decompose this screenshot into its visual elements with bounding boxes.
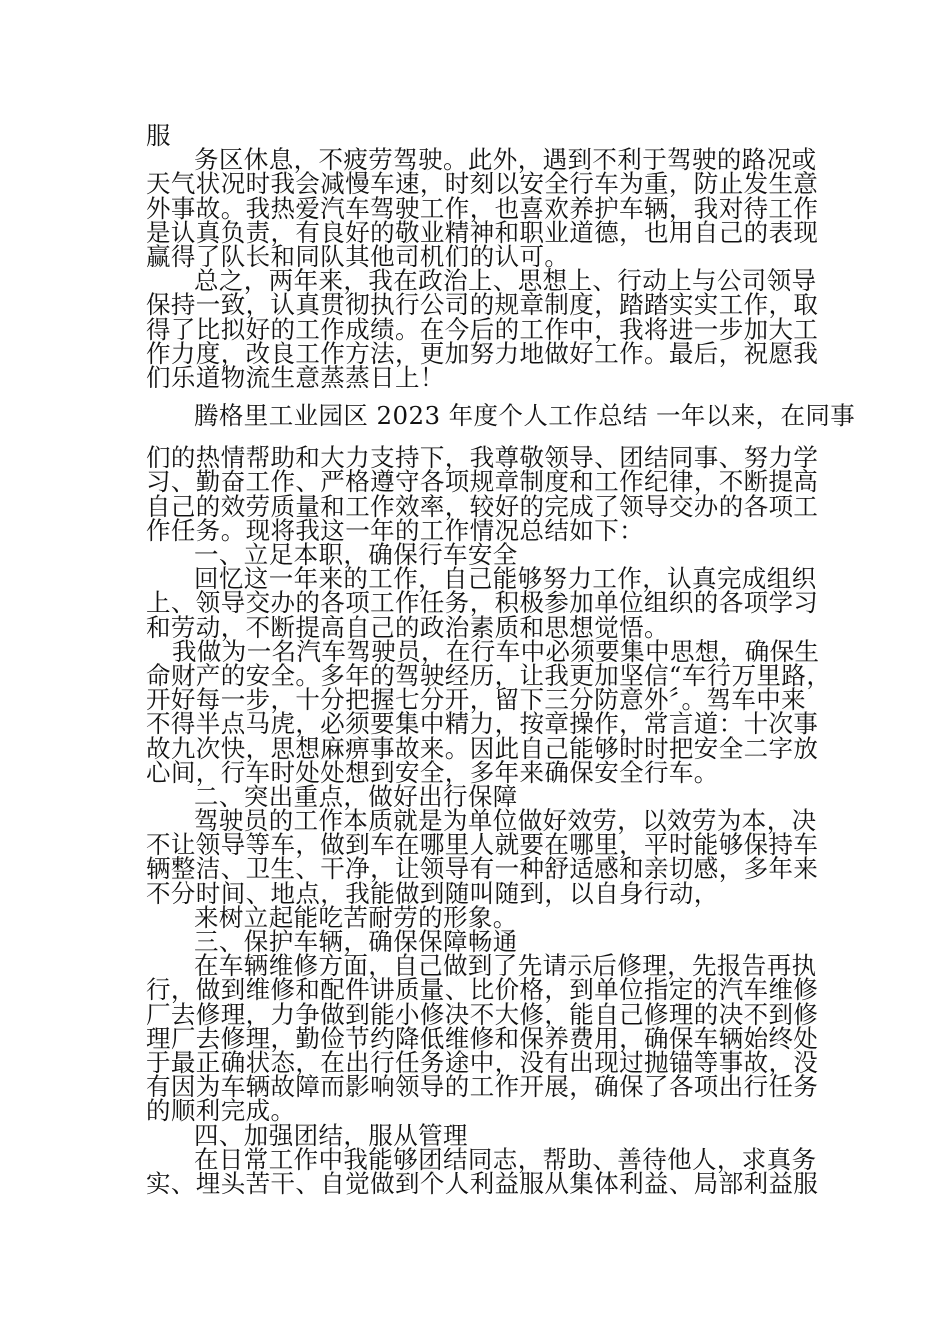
text-line: 们乐道物流生意蒸蒸日上！: [146, 362, 445, 392]
text-line: 开好每一步，十分把握七分开，留下三分防意外〞。驾车中来: [146, 685, 807, 715]
text-line: 赢得了队长和同队其他司机们的认可。: [146, 241, 570, 271]
document-body: [146, 121, 856, 1198]
text-line: 是认真负责，有良好的敬业精神和职业道德，也用自己的表现: [146, 217, 819, 247]
text-line: 腾格里工业园区 2023 年度个人工作总结 一年以来，在同事: [194, 401, 856, 431]
text-line: 我做为一名汽车驾驶员，在行车中必须要集中思想，确保生: [172, 636, 820, 666]
text-line: 命财产的安全。多年的驾驶经历，让我更加坚信“车行万里路，: [146, 660, 832, 690]
text-line: 自己的效劳质量和工作效率，较好的完成了领导交办的各项工: [146, 491, 819, 521]
text-line: 故九次快，思想麻痹事故来。因此自己能够时时把安全二字放: [146, 733, 819, 763]
section-heading: 二、突出重点，做好出行保障: [194, 781, 518, 811]
text-line: 得了比拟好的工作成绩。在今后的工作中，我将进一步加大工: [146, 314, 819, 344]
text-line: 心间，行车时处处想到安全，多年来确保安全行车。: [146, 757, 719, 787]
text-line: 的顺利完成。: [146, 1096, 296, 1126]
text-line: 保持一致，认真贯彻执行公司的规章制度，踏踏实实工作，取: [146, 290, 819, 320]
text-line: 作任务。现将我这一年的工作情况总结如下：: [146, 515, 644, 545]
text-line: 有因为车辆故障而影响领导的工作开展，确保了各项出行任务: [146, 1072, 819, 1102]
text-line: 实、埋头苦干、自觉做到个人利益服从集体利益、局部利益服: [146, 1168, 819, 1198]
text-line: 天气状况时我会减慢车速，时刻以安全行车为重，防止发生意: [146, 169, 819, 199]
text-line: 习、勤奋工作、严格遵守各项规章制度和工作纪律，不断提高: [146, 467, 819, 497]
text-line: 在日常工作中我能够团结同志，帮助、善待他人，求真务: [194, 1144, 817, 1174]
text-line: 厂去修理，力争做到能小修决不大修，能自己修理的决不到修: [146, 999, 819, 1029]
text-line: 不让领导等车，做到车在哪里人就要在哪里，平时能够保持车: [146, 830, 819, 860]
text-line: 上、领导交办的各项工作任务，积极参加单位组织的各项学习: [146, 588, 819, 618]
text-line: 不分时间、地点，我能做到随叫随到，以自身行动，: [146, 878, 719, 908]
text-line: 辆整洁、卫生、干净，让领导有一种舒适感和亲切感，多年来: [146, 854, 819, 884]
text-line: 在车辆维修方面，自己做到了先请示后修理，先报告再执: [194, 951, 817, 981]
text-line: 总之，两年来，我在政治上、思想上、行动上与公司领导: [194, 266, 817, 296]
text-line: 行，做到维修和配件讲质量、比价格，到单位指定的汽车维修: [146, 975, 819, 1005]
text-line: 服: [146, 121, 171, 150]
text-line: 不得半点马虎，必须要集中精力，按章操作，常言道：十次事: [146, 709, 819, 739]
text-line: 于最正确状态，在出行任务途中，没有出现过抛锚等事故，没: [146, 1047, 819, 1077]
text-line: 外事故。我热爱汽车驾驶工作，也喜欢养护车辆，我对待工作: [146, 193, 819, 223]
section-heading: 四、加强团结，服从管理: [194, 1120, 468, 1150]
text-line: 和劳动，不断提高自己的政治素质和思想觉悟。: [146, 612, 669, 642]
text-line: 务区休息，不疲劳驾驶。此外，遇到不利于驾驶的路况或: [194, 145, 817, 175]
text-line: 理厂去修理，勤俭节约降低维修和保养费用，确保车辆始终处: [146, 1023, 819, 1053]
text-line: 驾驶员的工作本质就是为单位做好效劳，以效劳为本，决: [194, 806, 817, 836]
section-heading: 一、立足本职，确保行车安全: [194, 540, 518, 569]
text-line: 们的热情帮助和大力支持下，我尊敬领导、团结同事、努力学: [146, 443, 819, 473]
text-line: 来树立起能吃苦耐劳的形象。: [194, 902, 518, 932]
text-line: 作力度，改良工作方法，更加努力地做好工作。最后，祝愿我: [146, 338, 819, 368]
text-line: 回忆这一年来的工作，自己能够努力工作，认真完成组织: [194, 564, 817, 594]
section-heading: 三、保护车辆，确保保障畅通: [194, 927, 518, 956]
